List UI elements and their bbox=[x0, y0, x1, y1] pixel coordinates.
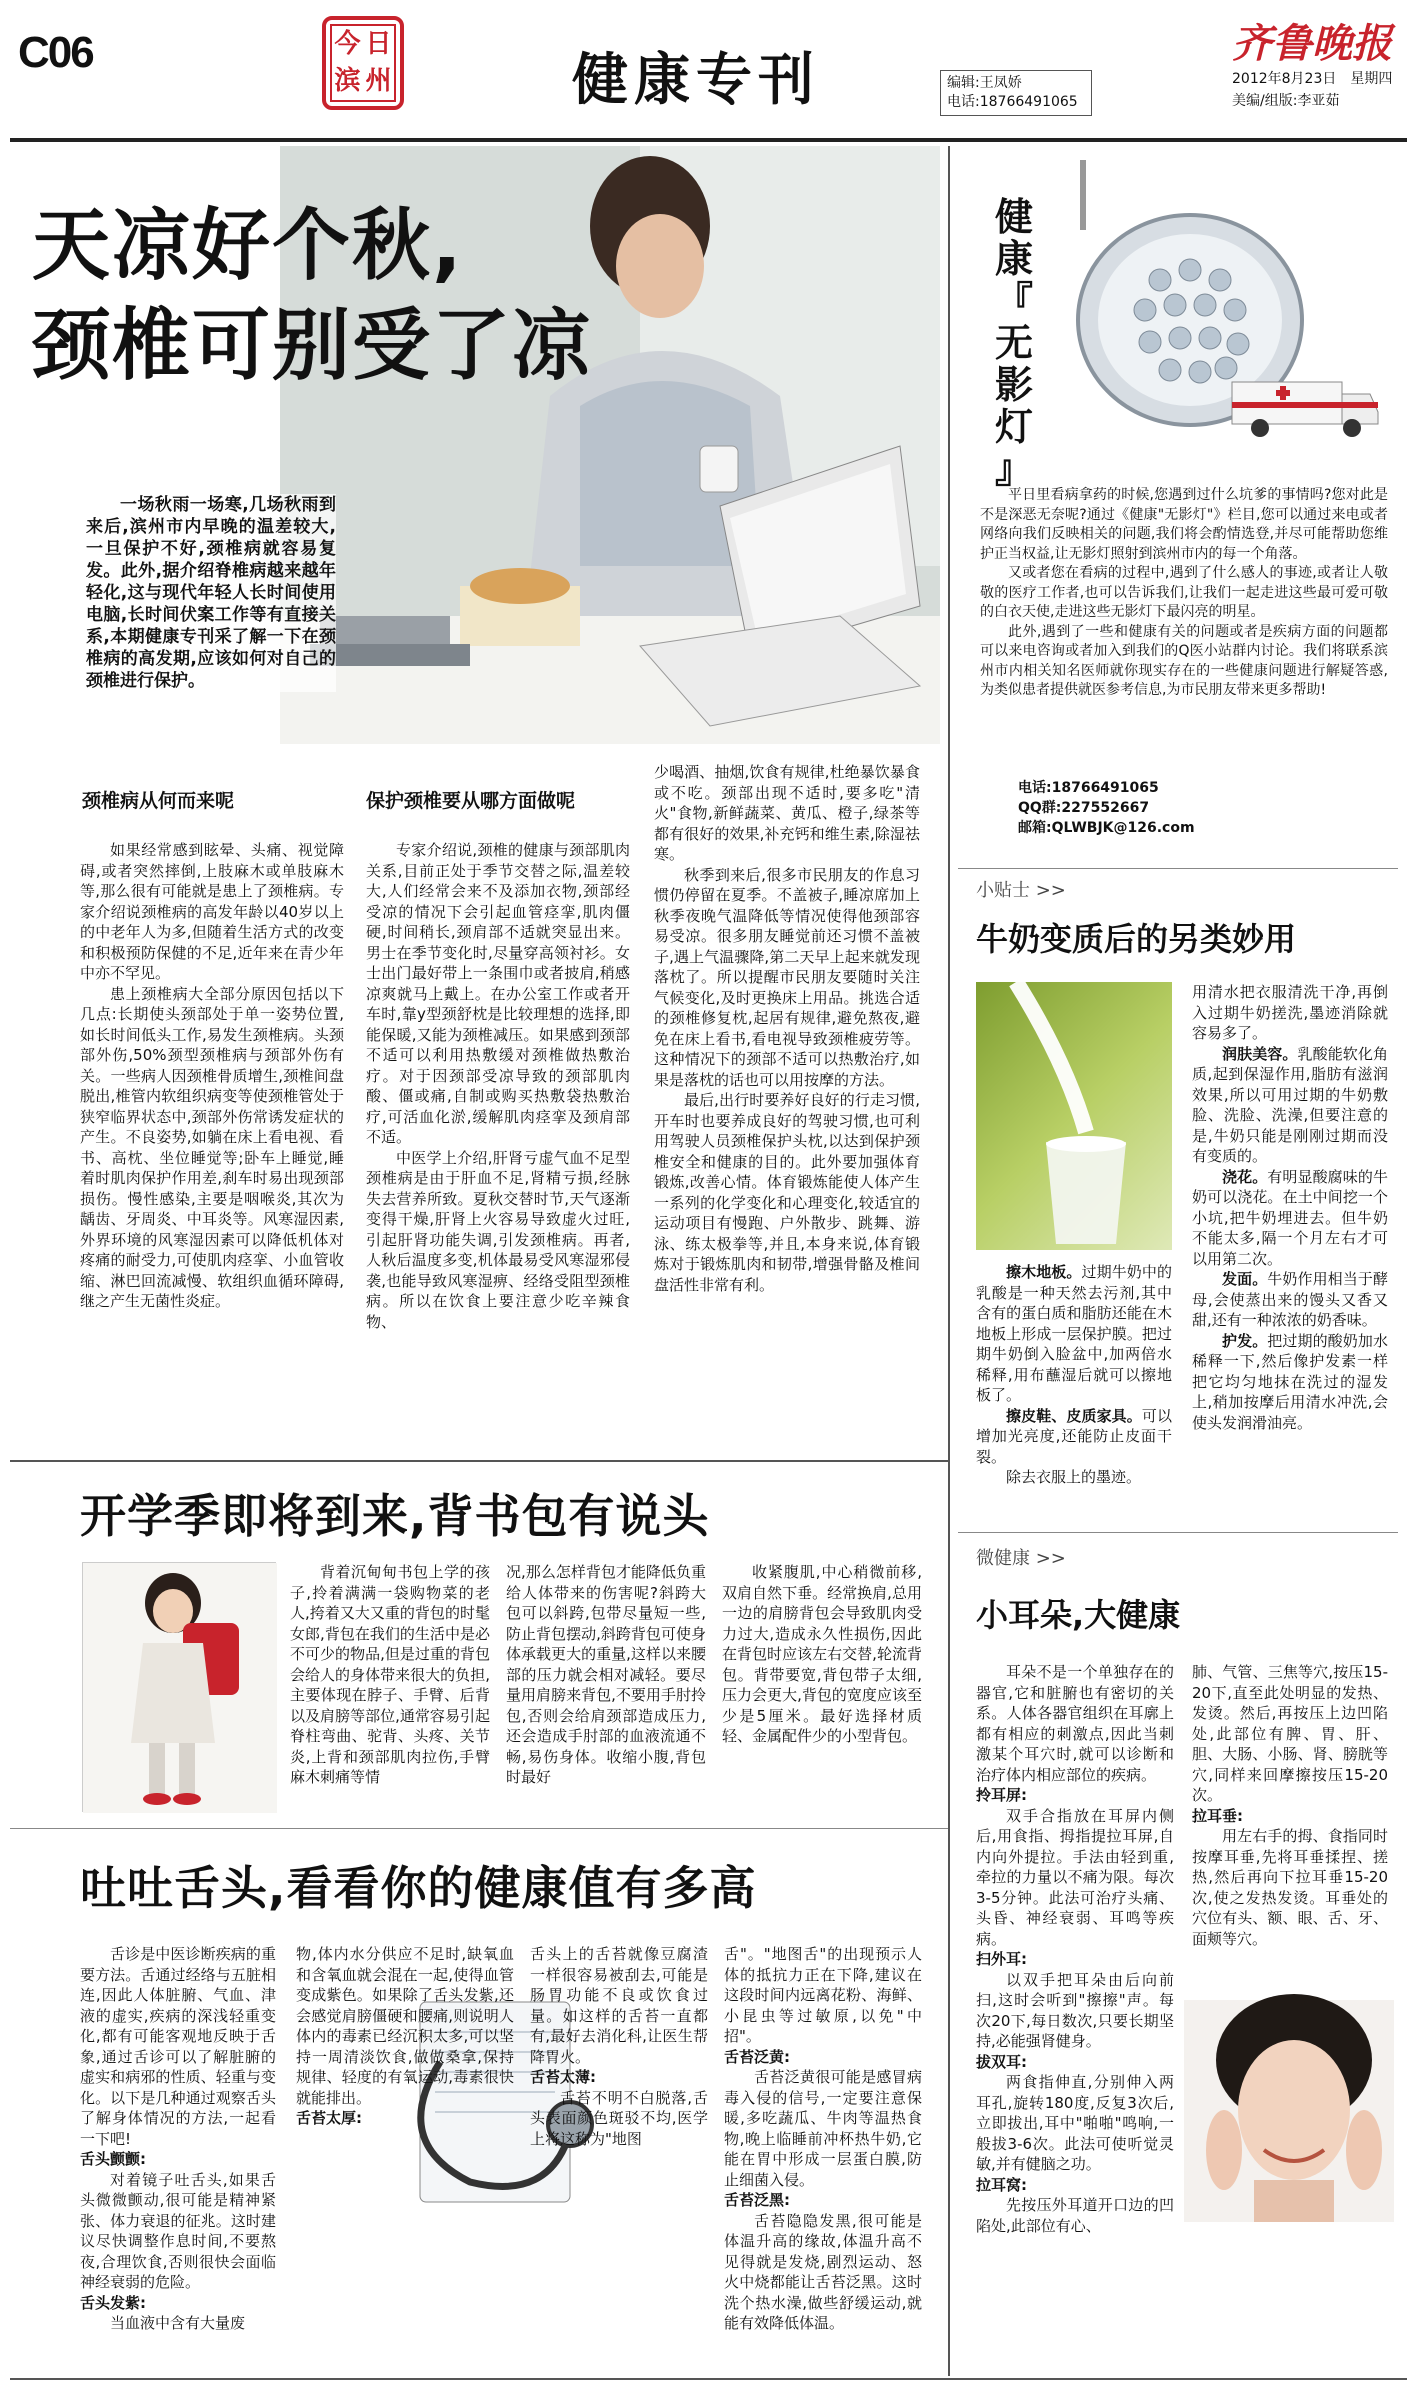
lead-bottom-rule bbox=[10, 1460, 948, 1462]
tongue-col4 bbox=[724, 1944, 922, 2376]
col1-body bbox=[80, 840, 344, 1450]
section-title: 健康专刊 bbox=[572, 47, 820, 113]
paragraph: 舌诊是中医诊断疾病的重要方法。舌通过经络与五脏相连,因此人体脏腑、气血、津液的虚实,疾病的深浅轻重变化,都有可能客观地反映于舌象,通过舌诊可以了解脏腑的虚实和病邪的性质、轻重与变化。以下是几种通过观察舌头了解身体情况的方法,一起看一下吧! bbox=[80, 1945, 276, 2148]
paragraph: 少喝酒、抽烟,饮食有规律,杜绝暴饮暴食或不吃。颈部出现不适时,要多吃"清火"食物,新鲜蔬菜、黄瓜、橙子,绿茶等都有很好的效果,补充钙和维生素,除湿祛寒。 bbox=[654, 763, 920, 863]
tip-label: 舌头发紫: bbox=[80, 2293, 146, 2312]
paragraph bbox=[976, 1785, 1174, 1806]
page-number: C06 bbox=[18, 28, 93, 77]
col2-body bbox=[366, 840, 630, 1450]
title-char: 健 bbox=[994, 195, 1033, 239]
tip-text: 过期牛奶中的乳酸是一种天然去污剂,其中含有的蛋白质和脂肪还能在木地板上形成一层保护膜。把过期牛奶倒入脸盆中,加两倍水稀释,用布蘸湿后就可以擦地板了。 bbox=[976, 1263, 1172, 1404]
paragraph: 平日里看病拿药的时候,您遇到过什么坑爹的事情吗?您对此是不是深恶无奈呢?通过《健康"无影灯"》栏目,您可以通过来电或者网络向我们反映相关的问题,我们将会酌情选登,并尽可能帮助您维护正当权益,让无影灯照射到滨州市内的每一个角落。 bbox=[980, 487, 1388, 562]
editor-name: 编辑:王凤娇 bbox=[947, 75, 1022, 91]
paragraph: 双手合指放在耳屏内侧后,用食指、拇指提拉耳屏,自内向外提拉。手法由轻到重,牵拉的力量以不痛为限。每次3-5分钟。此法可治疗头痛、头昏、神经衰弱、耳鸣等疾病。 bbox=[976, 1806, 1174, 1948]
paragraph: 两食指伸直,分别伸入两耳孔,旋转180度,反复3次后,立即拔出,耳中"啪啪"鸣响,一般拔3-6次。此法可使听觉灵敏,并有健脑之功。 bbox=[976, 2073, 1174, 2173]
issue-date: 2012年8月23日 星期四 bbox=[1232, 71, 1393, 87]
tips-rule bbox=[958, 868, 1398, 869]
paragraph: 耳朵不是一个单独存在的器官,它和脏腑也有密切的关系。人体各器官组织在耳廓上都有相应的刺激点,因此当刺激某个耳穴时,就可以诊断和治疗体内相应部位的疾病。 bbox=[976, 1663, 1174, 1784]
school-col1: 背着沉甸甸书包上学的孩子,拎着满满一袋购物菜的老人,挎着又大又重的背包的时髦女郎,背包在我们的生活中是必不可少的物品,但是过重的背包会给人的身体带来很大的负担,主要体现在脖子、手臂、后背以及肩膀等部位,通常容易引起脊柱弯曲、驼背、头疼、关节炎,上背和颈部肌肉拉伤,手臂麻木刺痛等情 bbox=[290, 1563, 490, 1786]
tongue-col2 bbox=[296, 1944, 514, 2376]
tips-right-col bbox=[1192, 982, 1388, 1462]
tip-label: 护发。 bbox=[1222, 1331, 1268, 1350]
tips-tag: 小贴士 >> bbox=[976, 880, 1066, 901]
paragraph: 先按压外耳道开口边的凹陷处,此部位有心、 bbox=[976, 2196, 1174, 2235]
paragraph bbox=[296, 2108, 514, 2129]
paragraph: 此外,遇到了一些和健康有关的问题或者是疾病方面的问题都可以来电咨询或者加入到我们的Q医小站群内讨论。我们将联系滨州市内相关知名医师就你现实存在的一些健康问题进行解疑答惑,为类似患者提供就医参考信息,为市民朋友带来更多帮助! bbox=[980, 623, 1388, 698]
paragraph: 用左右手的拇、食指同时按摩耳垂,先将耳垂揉捏、搓热,然后再向下拉耳垂15-20次,使之发热发烫。耳垂处的穴位有头、额、眼、舌、牙、面颊等穴。 bbox=[1192, 1827, 1388, 1948]
col2-subhead: 保护颈椎要从哪方面做呢 bbox=[366, 790, 576, 812]
paragraph: 秋季到来后,很多市民朋友的作息习惯仍停留在夏季。不盖被子,睡凉席加上秋季夜晚气温降低等情况使得他颈部容易受凉。很多朋友睡觉前还习惯不盖被子,遇上气温骤降,第二天早上起来就发现落枕了。所以提醒市民朋友要随时关注气候变化,及时更换床上用品。挑选合适的颈椎修复枕,起居有规律,避免熬夜,避免在床上看书,看电视导致颈椎疲劳等。这种情况下的颈部不适可以热敷治疗,如果是落枕的话也可以用按摩的方法。 bbox=[654, 865, 920, 1089]
ear-col2 bbox=[1192, 1662, 1388, 1962]
paragraph: 肺、气管、三焦等穴,按压15-20下,直至此处明显的发热、发烫。然后,再按压上边凹陷处,此部位有脾、胃、肝、胆、大肠、小肠、肾、膀胱等穴,同样来回摩擦按压15-20次。 bbox=[1192, 1663, 1388, 1804]
seal-char: 今 bbox=[334, 29, 361, 59]
paragraph: 如果经常感到眩晕、头痛、视觉障碍,或者突然摔倒,上肢麻木或单肢麻木等,那么很有可能就是患上了颈椎病。专家介绍说颈椎病的高发年龄以40岁以上的中老年人为多,但随着生活方式的改变和积极预防保健的不足,近年来在青少年中亦不罕见。 bbox=[80, 841, 344, 982]
contact-phone: 电话:18766491065 bbox=[1018, 780, 1159, 796]
paragraph: 舌"。"地图舌"的出现预示人体的抵抗力正在下降,建议在这段时间内远离花粉、海鲜、小昆虫等过敏原,以免"中招"。 bbox=[724, 1945, 922, 2045]
tip-label: 发面。 bbox=[1222, 1270, 1268, 1288]
paragraph bbox=[724, 2047, 922, 2068]
editor-phone: 电话:18766491065 bbox=[947, 94, 1078, 110]
tongue-col1 bbox=[80, 1944, 276, 2376]
school-col3: 收紧腹肌,中心稍微前移,双肩自然下垂。经常换肩,总用一边的肩膀背包会导致肌肉受力过大,造成永久性损伤,因此在背包时应该左右交替,轮流背包。背带要宽,背包带子太细,压力会更大,背包的宽度应该至少是5厘米。最好选择材质轻、金属配件少的小型背包。 bbox=[722, 1563, 922, 1745]
tip-text: 把过期的酸奶加水稀释一下,然后像护发素一样把它均匀地抹在洗过的湿发上,稍加按摩后用清水冲洗,会使头发润滑油亮。 bbox=[1192, 1331, 1388, 1432]
paragraph bbox=[1192, 1331, 1388, 1434]
ear-rule bbox=[958, 1532, 1398, 1533]
tip-label: 擦木地板。 bbox=[1006, 1263, 1082, 1281]
contact-qq: QQ群:227552667 bbox=[1018, 800, 1150, 816]
paragraph bbox=[976, 1262, 1172, 1406]
paragraph bbox=[1192, 1806, 1388, 1827]
paragraph: 以双手把耳朵由后向前扫,这时会听到"擦擦"声。每次20下,每日数次,只要长期坚持,必能强肾健身。 bbox=[976, 1970, 1174, 2050]
tip-text: 牛奶作用相当于酵母,会使蒸出来的馒头又香又甜,还有一种浓浓的奶香味。 bbox=[1192, 1270, 1388, 1329]
tongue-headline: 吐吐舌头,看看你的健康值有多高 bbox=[80, 1861, 757, 1915]
paragraph bbox=[530, 2067, 708, 2088]
ear-headline: 小耳朵,大健康 bbox=[976, 1596, 1181, 1634]
paragraph: 当血液中含有大量废 bbox=[110, 2314, 246, 2332]
paragraph bbox=[724, 2190, 922, 2211]
ambulance-icon bbox=[1222, 372, 1382, 442]
light-title bbox=[992, 196, 1036, 490]
masthead bbox=[0, 0, 1417, 140]
school-headline: 开学季即将到来,背书包有说头 bbox=[80, 1489, 710, 1543]
seal-char: 滨 bbox=[334, 66, 361, 96]
tip-label: 舌苔太厚: bbox=[296, 2109, 362, 2127]
ear-photo bbox=[1184, 2000, 1394, 2222]
light-body bbox=[980, 486, 1388, 786]
bottom-rule bbox=[10, 2378, 1407, 2380]
paragraph: 物,体内水分供应不足时,缺氧血和含氧血就会混在一起,使得血管变成紫色。如果除了舌头发紫,还会感觉肩膀僵硬和腰痛,则说明人体内的毒素已经沉积太多,可以坚持一周清淡饮食,做做桑拿,保持规律、轻度的有氧运动,毒素很快就能排出。 bbox=[296, 1945, 514, 2107]
paragraph bbox=[976, 2175, 1174, 2196]
editor-box bbox=[940, 70, 1092, 116]
tip-text: 可以增加光亮度,还能防止皮面干裂。 bbox=[976, 1406, 1172, 1466]
paragraph: 舌苔泛黄很可能是感冒病毒入侵的信号,一定要注意保暖,多吃蔬瓜、牛肉等温热食物,晚上临睡前冲杯热牛奶,它能在胃中形成一层蛋白膜,防止细菌入侵。 bbox=[724, 2068, 922, 2189]
masthead-rule bbox=[10, 138, 1407, 142]
paragraph: 舌头上的舌苔就像豆腐渣一样很容易被刮去,可能是肠胃功能不良或饮食过量。如这样的舌苔一直都有,最好去消化科,让医生帮降胃火。 bbox=[530, 1945, 708, 2066]
paper-name: 齐鲁晚报 bbox=[1232, 20, 1392, 67]
paragraph bbox=[1192, 1269, 1388, 1331]
paragraph: 专家介绍说,颈椎的健康与颈部肌肉关系,目前正处于季节交替之际,温差较大,人们经常会来不及添加衣物,颈部经受凉的情况下会引起血管痉挛,肌肉僵硬,时间稍长,颈肩部不适就突显出来。男士在季节变化时,尽量穿高领衬衫。女士出门最好带上一条围巾或者披肩,稍感凉爽就马上戴上。在办公室工作或者开车时,靠y型颈舒枕是比较理想的选择,即能保暖,又能为颈椎减压。如果感到颈部不适可以利用热敷缓对颈椎做热敷治疗。对于因颈部受凉导致的颈部肌肉酸、僵或痛,自制或购买热敷袋热敷治疗,可活血化淤,缓解肌肉痉挛及颈肩部不适。 bbox=[366, 841, 630, 1146]
milk-glass-icon bbox=[976, 982, 1172, 1250]
tip-label: 润肤美容。 bbox=[1222, 1044, 1298, 1063]
col3-body bbox=[654, 762, 920, 1452]
headline-line: 天凉好个秋, bbox=[32, 201, 464, 291]
seal-char: 州 bbox=[365, 66, 392, 96]
paragraph bbox=[976, 1406, 1172, 1468]
tip-label: 拉耳垂: bbox=[1192, 1806, 1243, 1825]
seal-char: 日 bbox=[365, 29, 392, 59]
title-char: 灯 bbox=[994, 405, 1033, 449]
paragraph: 最后,出行时要养好良好的行走习惯,开车时也要养成良好的驾驶习惯,也可利用驾驶人员颈椎保护头枕,以达到保护颈椎安全和健康的目的。此外要加强体育锻炼,改善心情。体育锻炼能使人体产生一系列的化学变化和心理变化,较适宜的运动项目有慢跑、户外散步、跳舞、游泳、练太极拳等,并且,本身来说,体育锻炼对于锻炼肌肉和韧带,增强骨骼及椎间盘活性非常有利。 bbox=[654, 1091, 920, 1294]
school-col2: 况,那么怎样背包才能降低负重给人体带来的伤害呢?斜跨大包可以斜跨,包带尽量短一些,防止背包摆动,斜跨背包可使身体承载更大的重量,这样以来腰部的压力就会相对减轻。要尽量用肩膀来背包,不要用手肘拎包,否则会给肩颈部造成压力,还会造成手肘部的血液流通不畅,易伤身体。收缩小腹,背包时最好 bbox=[506, 1563, 706, 1786]
paragraph: 舌苔隐隐发黑,很可能是体温升高的缘故,体温升高不见得就是发烧,剧烈运动、怒火中烧都能让舌苔泛黑。这时洗个热水澡,做些舒缓运动,就能有效降低体温。 bbox=[724, 2211, 922, 2332]
paragraph bbox=[1192, 1044, 1388, 1167]
tip-text: 有明显酸腐味的牛奶可以浇花。在土中间挖一个小坑,把牛奶埋进去。但牛奶不能太多,隔一个月左右才可以用第二次。 bbox=[1192, 1167, 1388, 1268]
col1-subhead: 颈椎病从何而来呢 bbox=[82, 790, 235, 812]
design-credit: 美编/组版:李亚茹 bbox=[1232, 93, 1340, 109]
headline-line: 颈椎可别受了凉 bbox=[32, 301, 593, 391]
title-char: 无 bbox=[994, 321, 1033, 365]
tip-label: 拎耳屏: bbox=[976, 1786, 1027, 1804]
tips-left-col bbox=[976, 1262, 1172, 1486]
title-char: 』 bbox=[994, 447, 1033, 491]
sidebar-rule bbox=[948, 146, 950, 2376]
paragraph: 舌苔不明不白脱落,舌头表面颜色斑驳不均,医学上将这称为"地图 bbox=[530, 2088, 708, 2148]
tip-label: 舌头颤颤: bbox=[80, 2150, 146, 2168]
school-photo bbox=[82, 1562, 276, 1812]
paragraph: 对着镜子吐舌头,如果舌头微微颤动,很可能是精神紧张、体力衰退的征兆。这时建议尽快调整作息时间,不要熬夜,合理饮食,否则很快会面临神经衰弱的危险。 bbox=[80, 2170, 276, 2291]
tip-label: 舌苔泛黑: bbox=[724, 2191, 790, 2209]
ear-col1 bbox=[976, 1662, 1174, 2372]
school-bottom-rule bbox=[10, 1828, 948, 1829]
tips-headline: 牛奶变质后的另类妙用 bbox=[976, 920, 1297, 958]
paragraph bbox=[80, 2149, 276, 2170]
tip-label: 拉耳窝: bbox=[976, 2175, 1027, 2194]
tip-label: 浇花。 bbox=[1222, 1167, 1268, 1186]
contact-email: 邮箱:QLWBJK@126.com bbox=[1018, 820, 1195, 836]
tongue-col3 bbox=[530, 1944, 708, 2376]
title-char: 影 bbox=[994, 363, 1033, 407]
ear-tag: 微健康 >> bbox=[976, 1548, 1066, 1569]
paragraph bbox=[1192, 1167, 1388, 1270]
paragraph: 患上颈椎病大全部分原因包括以下几点:长期使头颈部处于单一姿势位置,如长时间低头工作,易发生颈椎病。头颈部外伤,50%颈型颈椎病与颈部外伤有关。一些病人因颈椎骨质增生,颈椎间盘脱出,椎管内软组织病变等使颈椎管处于狭窄临界状态中,颈部外伤常诱发症状的产生。不良姿势,如躺在床上看电视、看书、高枕、坐位睡觉等;卧车上睡觉,睡着时肌肉保护作用差,刹车时易出现颈部损伤。慢性感染,主要是咽喉炎,其次为龋齿、牙周炎、中耳炎等。风寒湿因素,外界环境的风寒湿因素可以降低机体对疼痛的耐受力,可使肌肉痉挛、小血管收缩、淋巴回流减慢、软组织血循环障碍,继之产生无菌性炎症。 bbox=[80, 984, 344, 1310]
seal-icon bbox=[322, 16, 404, 110]
tip-label: 拔双耳: bbox=[976, 2052, 1027, 2071]
tip-label: 舌苔太薄: bbox=[530, 2068, 596, 2086]
paragraph: 用清水把衣服清洗干净,再倒入过期牛奶搓洗,墨迹消除就容易多了。 bbox=[1192, 983, 1388, 1042]
paragraph: 又或者您在看病的过程中,遇到了什么感人的事迹,或者让人敬敬的医疗工作者,也可以告诉我们,让我们一起走进这些最可爱可敬的白衣天使,走进这些无影灯下最闪亮的明星。 bbox=[980, 565, 1388, 620]
paragraph bbox=[976, 1949, 1174, 1970]
tip-label: 扫外耳: bbox=[976, 1950, 1027, 1968]
tip-text: 乳酸能软化角质,起到保湿作用,脂肪有滋润效果,所以可用过期的牛奶敷脸、洗脸、洗澡,但要注意的是,牛奶只能是刚刚过期而没有变质的。 bbox=[1192, 1044, 1388, 1165]
paragraph: 中医学上介绍,肝肾亏虚气血不足型颈椎病是由于肝血不足,肾精亏损,经脉失去营养所致。夏秋交替时节,天气逐渐变得干燥,肝肾上火容易导致虚火过旺,引起肝肾功能失调,引发颈椎病。再者,人秋后温度多变,机体最易受风寒湿邪侵袭,也能导致风寒湿痹、经络受阻型颈椎病。所以在饮食上要注意少吃辛辣食物、 bbox=[366, 1148, 630, 1331]
lead-headline bbox=[32, 196, 592, 396]
lead-intro: 一场秋雨一场寒,几场秋雨到来后,滨州市内早晚的温差较大,一旦保护不好,颈椎病就容易复发。此外,据介绍脊椎病越来越年轻化,这与现代年轻人长时间使用电脑,长时间伏案工作等有直接关系,本期健康专刊采了解一下在颈椎病的高发期,应该如何对自己的颈椎进行保护。 bbox=[86, 495, 336, 691]
light-contact bbox=[1018, 778, 1195, 838]
paragraph bbox=[976, 2052, 1174, 2073]
title-char: 康 bbox=[994, 237, 1033, 281]
paragraph bbox=[80, 2293, 276, 2314]
tip-label: 擦皮鞋、皮质家具。 bbox=[1006, 1406, 1142, 1425]
title-char: 『 bbox=[994, 279, 1033, 323]
tip-label: 舌苔泛黄: bbox=[724, 2047, 790, 2066]
paragraph: 除去衣服上的墨迹。 bbox=[1006, 1468, 1142, 1486]
